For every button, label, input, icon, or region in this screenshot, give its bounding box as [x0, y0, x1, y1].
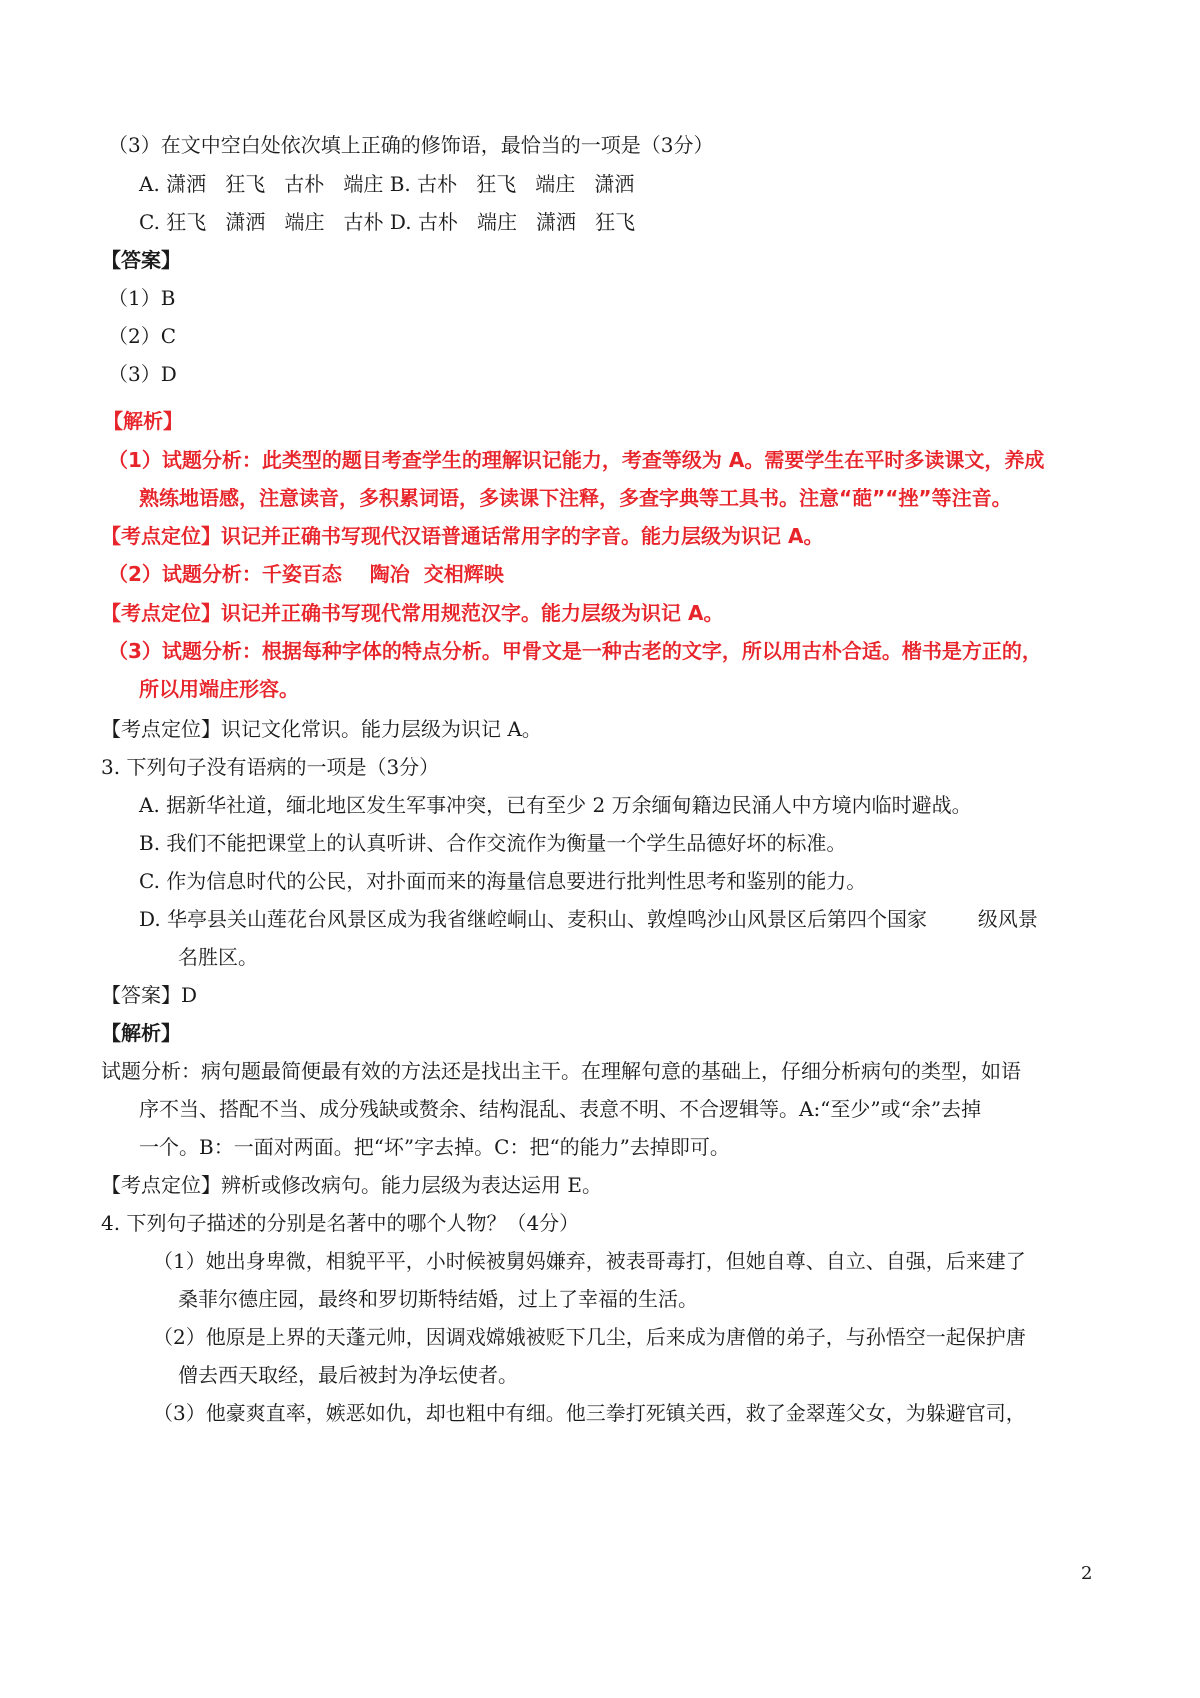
q2-analysis-label: 【解析】: [103, 409, 183, 433]
q4-item2-line1: （2）他原是上界的天蓬元帅，因调戏嫦娥被贬下几尘，后来成为唐僧的弟子，与孙悟空一起保护唐: [153, 1325, 1026, 1349]
q2-analysis-part1-line2: 熟练地语感，注意读音，多积累词语，多读课下注释，多查字典等工具书。注意“葩”“挫”等注音。: [139, 486, 1012, 510]
q2-analysis-part2: （2）试题分析：千姿百态 陶冶 交相辉映: [108, 562, 504, 586]
q3-analysis-label: 【解析】: [101, 1021, 181, 1045]
q3-option-d-line1: D. 华亭县关山莲花台风景区成为我省继崆峒山、麦积山、敦煌鸣沙山风景区后第四个国家 级风景: [139, 907, 1038, 931]
q3-answer: 【答案】D: [101, 983, 198, 1007]
q3-point: 【考点定位】辨析或修改病句。能力层级为表达运用 E。: [101, 1173, 602, 1197]
q2-answer-item-3: （3）D: [108, 362, 177, 386]
q2-answer-item-1: （1）B: [108, 286, 176, 310]
q3-option-b: B. 我们不能把课堂上的认真听讲、合作交流作为衡量一个学生品德好坏的标准。: [139, 831, 847, 855]
q4-item1-line2: 桑菲尔德庄园，最终和罗切斯特结婚，过上了幸福的生活。: [178, 1287, 698, 1311]
q3-option-d-line2: 名胜区。: [178, 945, 258, 969]
q2-analysis-point1: 【考点定位】识记并正确书写现代汉语普通话常用字的字音。能力层级为识记 A。: [101, 524, 824, 548]
q2-analysis-point2: 【考点定位】识记并正确书写现代常用规范汉字。能力层级为识记 A。: [101, 601, 724, 625]
q2-part3-stem: （3）在文中空白处依次填上正确的修饰语，最恰当的一项是（3分）: [108, 133, 714, 157]
page-number: 2: [1081, 1563, 1093, 1584]
q3-analysis-line2: 序不当、搭配不当、成分残缺或赘余、结构混乱、表意不明、不合逻辑等。A:“至少”或“余”去掉: [139, 1097, 982, 1121]
q2-analysis-part3-line1: （3）试题分析：根据每种字体的特点分析。甲骨文是一种古老的文字，所以用古朴合适。楷书是方正的，: [108, 639, 1042, 663]
q4-item1-line1: （1）她出身卑微，相貌平平，小时候被舅妈嫌弃，被表哥毒打，但她自尊、自立、自强，后来建了: [153, 1249, 1026, 1273]
q2-part3-options-ab: A. 潇洒 狂飞 古朴 端庄 B. 古朴 狂飞 端庄 潇洒: [139, 172, 635, 196]
q2-answer-label: 【答案】: [101, 248, 181, 272]
q3-option-c: C. 作为信息时代的公民，对扑面而来的海量信息要进行批判性思考和鉴别的能力。: [139, 869, 867, 893]
q3-analysis-line3: 一个。B：一面对两面。把“坏”字去掉。C：把“的能力”去掉即可。: [139, 1135, 730, 1159]
q4-stem: 4. 下列句子描述的分别是名著中的哪个人物？（4分）: [101, 1211, 580, 1235]
q2-part3-options-cd: C. 狂飞 潇洒 端庄 古朴 D. 古朴 端庄 潇洒 狂飞: [139, 210, 636, 234]
q3-stem: 3. 下列句子没有语病的一项是（3分）: [101, 755, 440, 779]
q3-option-a: A. 据新华社道，缅北地区发生军事冲突，已有至少 2 万余缅甸籍边民涌人中方境内临时避战。: [139, 793, 972, 817]
q2-analysis-part1-line1: （1）试题分析：此类型的题目考查学生的理解识记能力，考查等级为 A。需要学生在平时多读课文，养成: [108, 448, 1045, 472]
q4-item2-line2: 僧去西天取经，最后被封为净坛使者。: [178, 1363, 518, 1387]
q2-analysis-part3-line2: 所以用端庄形容。: [139, 677, 299, 701]
q4-item3-line1: （3）他豪爽直率，嫉恶如仇，却也粗中有细。他三拳打死镇关西，救了金翠莲父女，为躲避官司，: [153, 1401, 1026, 1425]
q2-answer-item-2: （2）C: [108, 324, 177, 348]
q2-analysis-point3: 【考点定位】识记文化常识。能力层级为识记 A。: [101, 717, 542, 741]
q3-analysis-line1: 试题分析：病句题最简便最有效的方法还是找出主干。在理解句意的基础上，仔细分析病句的类型，如语: [101, 1059, 1021, 1083]
